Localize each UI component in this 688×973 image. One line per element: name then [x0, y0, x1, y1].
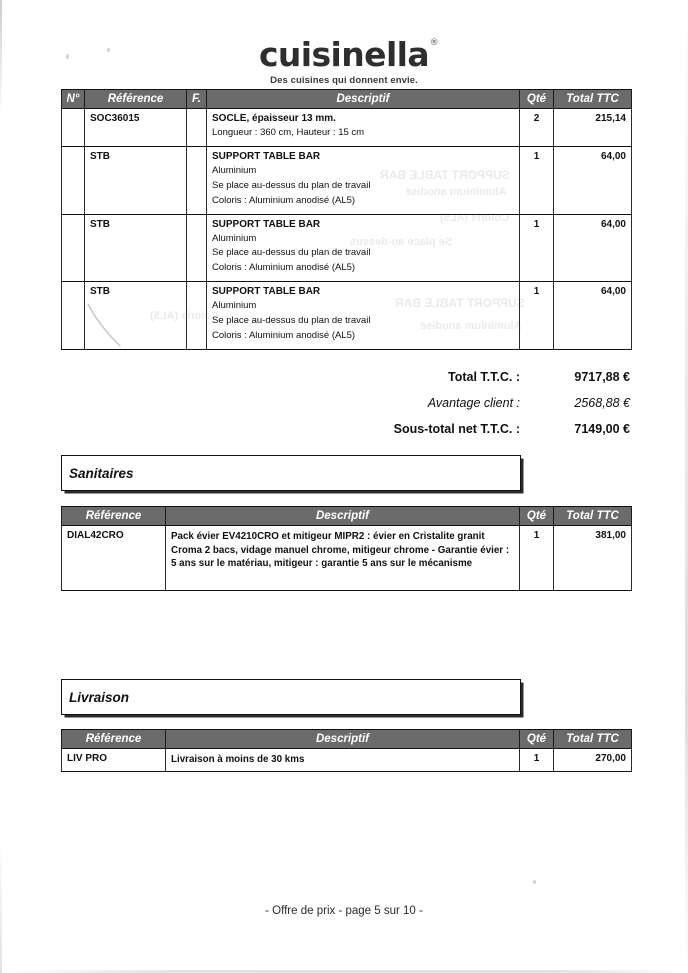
sanitaires-items-table — [61, 506, 632, 591]
bleedthrough-ghost: Aluminium anodisé — [420, 320, 522, 332]
bleedthrough-ghost: Coloris (AL5) — [440, 212, 510, 224]
totals-value: 9717,88 € — [574, 370, 630, 384]
table-header-row — [62, 90, 632, 109]
cell-f — [187, 146, 207, 214]
sanitaires-table-body — [62, 526, 632, 591]
bleedthrough-ghost: Se place au-dessus — [350, 236, 453, 248]
cell-num — [62, 282, 85, 350]
totals-label: Sous-total net T.T.C. : — [393, 422, 520, 436]
bleedthrough-ghost: Aluminium anodisé — [405, 186, 507, 198]
totals-row — [330, 396, 630, 410]
descriptif-title: SOCLE, épaisseur 13 mm. — [212, 113, 336, 124]
cell-qte: 1 — [520, 146, 554, 214]
descriptif-line: Aluminium — [212, 300, 257, 312]
bleedthrough-ghost: SUPPORT TABLE BAR — [395, 296, 525, 310]
brand-name: cuisinella ® — [258, 35, 439, 74]
descriptif-line: Se place au-dessus du plan de travail — [212, 247, 371, 259]
cell-qte: 1 — [520, 214, 554, 282]
cell-qte: 1 — [520, 749, 554, 772]
totals-label: Total T.T.C. : — [448, 370, 520, 384]
header-descriptif: Descriptif — [207, 90, 520, 109]
totals-block — [330, 370, 630, 448]
totals-row — [330, 422, 630, 436]
table-row — [62, 282, 632, 350]
cell-total: 64,00 — [554, 146, 632, 214]
header-qte: Qté — [520, 507, 554, 526]
header-total: Total TTC — [554, 507, 632, 526]
section-box-sanitaires — [61, 455, 521, 491]
descriptif-line: Aluminium — [212, 232, 257, 244]
registered-mark: ® — [429, 38, 439, 48]
header-qte: Qté — [520, 90, 554, 109]
header-num: N° — [62, 90, 85, 109]
descriptif-line: Coloris : Aluminium anodisé (AL5) — [212, 194, 356, 206]
header-reference: Référence — [85, 90, 187, 109]
livraison-table-body — [62, 749, 632, 772]
section-title-livraison: Livraison — [69, 689, 130, 705]
cell-reference: SOC36015 — [85, 109, 187, 147]
table-row — [62, 749, 632, 772]
header-reference: Référence — [62, 507, 166, 526]
cell-f — [187, 109, 207, 147]
cell-total: 381,00 — [554, 526, 632, 591]
cell-descriptif — [166, 526, 520, 591]
cell-reference: LIV PRO — [62, 749, 166, 772]
cell-num — [62, 146, 85, 214]
header-descriptif: Descriptif — [166, 507, 520, 526]
header-total: Total TTC — [554, 730, 632, 749]
page-footer: - Offre de prix - page 5 sur 10 - — [265, 905, 423, 917]
descriptif-title: SUPPORT TABLE BAR — [212, 218, 321, 230]
cell-reference: STB — [85, 214, 187, 282]
table-row — [62, 109, 632, 147]
descriptif-title: SUPPORT TABLE BAR — [212, 286, 321, 298]
table-header-row — [62, 507, 632, 526]
cell-descriptif — [207, 146, 520, 214]
header-descriptif: Descriptif — [166, 730, 520, 749]
cell-descriptif — [207, 282, 520, 350]
descriptif-line: Coloris : Aluminium anodisé (AL5) — [212, 329, 356, 341]
table-row — [62, 146, 632, 214]
cell-total: 215,14 — [554, 109, 632, 147]
header-total: Total TTC — [554, 90, 632, 109]
scan-speck — [533, 880, 536, 884]
cell-reference: STB — [85, 282, 187, 350]
cell-reference: DIAL42CRO — [62, 526, 166, 591]
table-row — [62, 526, 632, 591]
cell-qte: 1 — [520, 282, 554, 350]
cell-reference: STB — [85, 146, 187, 214]
descriptif-title: SUPPORT TABLE BAR — [212, 150, 321, 162]
table-header-row — [62, 730, 632, 749]
totals-value: 2568,88 € — [574, 396, 630, 410]
descriptif-line: Aluminium — [212, 164, 257, 176]
cell-total: 64,00 — [554, 214, 632, 282]
cell-num — [62, 109, 85, 147]
bleedthrough-ghost: Coloris (AL5) — [150, 310, 220, 322]
brand-logo — [0, 35, 688, 86]
main-items-table — [61, 89, 632, 350]
section-box-livraison — [61, 679, 521, 715]
header-f: F. — [187, 90, 207, 109]
cell-qte: 1 — [520, 526, 554, 591]
main-table-body — [62, 109, 632, 350]
header-reference: Référence — [62, 730, 166, 749]
livraison-items-table — [61, 729, 632, 772]
cell-qte: 2 — [520, 109, 554, 147]
scan-edge-left — [0, 0, 2, 973]
descriptif-line: Se place au-dessus du plan de travail — [212, 179, 371, 191]
header-qte: Qté — [520, 730, 554, 749]
cell-total: 64,00 — [554, 282, 632, 350]
totals-label: Avantage client : — [427, 396, 520, 410]
descriptif-line: Coloris : Aluminium anodisé (AL5) — [212, 262, 356, 274]
cell-total: 270,00 — [554, 749, 632, 772]
descriptif-text: Pack évier EV4210CRO et mitigeur MIPR2 : évier en Cristalite granit Croma 2 bacs, vidage manuel chrome, mitigeur chrome - Garantie évier : 5 ans sur le matériau, mitigeur : garantie 5 ans sur le mécanisme — [171, 531, 510, 570]
totals-row — [330, 370, 630, 384]
descriptif-line: Se place au-dessus du plan de travail — [212, 315, 371, 326]
cell-num — [62, 214, 85, 282]
section-title-sanitaires: Sanitaires — [69, 465, 134, 481]
cell-f — [187, 214, 207, 282]
brand-tagline: Des cuisines qui donnent envie. — [270, 75, 418, 86]
descriptif-line: Longueur : 360 cm, Hauteur : 15 cm — [212, 127, 365, 138]
cell-descriptif — [207, 109, 520, 147]
cell-descriptif — [166, 749, 520, 772]
totals-value: 7149,00 € — [574, 422, 630, 436]
cell-f — [187, 282, 207, 350]
cell-descriptif — [207, 214, 520, 282]
descriptif-text: Livraison à moins de 30 kms — [171, 754, 305, 765]
bleedthrough-ghost: SUPPORT TABLE BAR — [380, 168, 510, 182]
table-row — [62, 214, 632, 282]
